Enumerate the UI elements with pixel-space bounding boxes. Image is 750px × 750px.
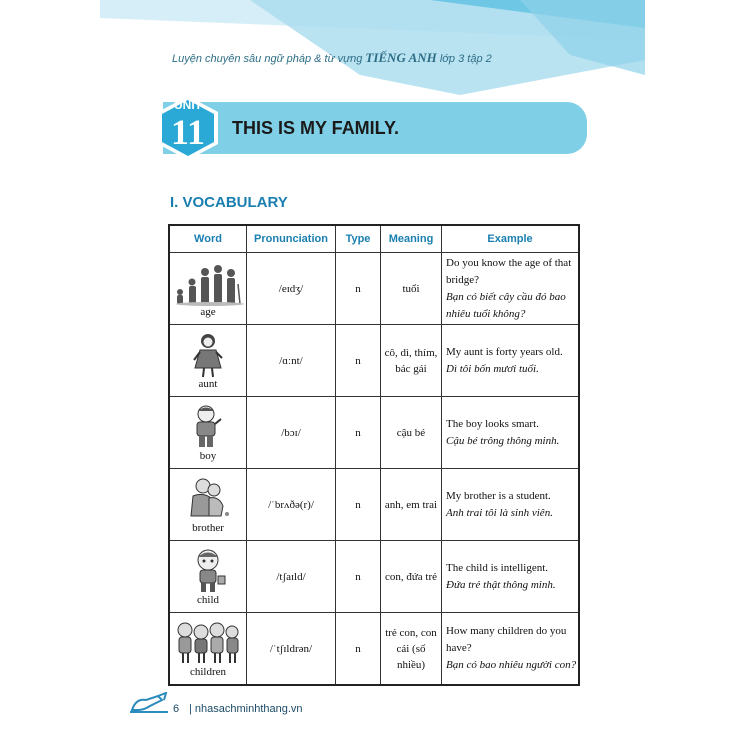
children-illustration-icon xyxy=(173,620,243,666)
meaning-cell: anh, em trai xyxy=(381,469,442,541)
pronunciation-cell: /bɔɪ/ xyxy=(247,397,336,469)
example-english: My aunt is forty years old. xyxy=(446,345,563,358)
unit-title: THIS IS MY FAMILY. xyxy=(232,118,400,138)
page-number: 6 xyxy=(173,703,180,715)
type-cell: n xyxy=(336,253,381,325)
example-cell xyxy=(442,469,580,541)
pronunciation-cell: /eɪdʒ/ xyxy=(247,253,336,325)
type-cell: n xyxy=(336,541,381,613)
example-english: The child is intelligent. xyxy=(446,561,549,574)
header-text-emphasis: TIẾNG ANH xyxy=(365,50,437,65)
example-vietnamese: Bạn có bao nhiêu người con? xyxy=(446,659,577,671)
header-text-pre: Luyện chuyên sâu ngữ pháp & từ vựng xyxy=(172,53,366,65)
word-label: brother xyxy=(192,521,224,534)
word-cell xyxy=(169,469,247,541)
table-row xyxy=(169,397,579,469)
table-row xyxy=(169,325,579,397)
example-english: How many children do you have? xyxy=(446,625,567,654)
table-row xyxy=(169,613,579,686)
unit-number: 11 xyxy=(170,112,205,152)
header-word: Word xyxy=(169,225,247,253)
example-english: My brother is a student. xyxy=(446,489,551,502)
example-cell xyxy=(442,397,580,469)
word-cell xyxy=(169,325,247,397)
example-vietnamese: Cậu bé trông thông minh. xyxy=(446,434,560,447)
type-cell: n xyxy=(336,469,381,541)
meaning-cell: con, đứa trẻ xyxy=(381,541,442,613)
type-cell: n xyxy=(336,325,381,397)
header-example: Example xyxy=(442,225,580,253)
meaning-cell: cô, dì, thím, bác gái xyxy=(381,325,442,397)
word-label: aunt xyxy=(198,377,218,390)
section-title: I. VOCABULARY xyxy=(170,194,288,211)
example-vietnamese: Đứa trẻ thật thông minh. xyxy=(446,578,556,591)
meaning-cell: trẻ con, con cái (số nhiều) xyxy=(381,613,442,686)
meaning-cell: tuổi xyxy=(381,253,442,325)
table-row xyxy=(169,541,579,613)
word-label: age xyxy=(200,305,216,318)
word-label: child xyxy=(197,593,219,606)
book-header-title xyxy=(172,50,492,66)
word-cell xyxy=(169,397,247,469)
unit-label: UNIT xyxy=(174,98,202,112)
example-vietnamese: Anh trai tôi là sinh viên. xyxy=(446,506,553,519)
header-meaning: Meaning xyxy=(381,225,442,253)
example-cell xyxy=(442,253,580,325)
example-cell xyxy=(442,325,580,397)
example-english: The boy looks smart. xyxy=(446,417,539,430)
example-vietnamese: Bạn có biết cây cầu đó bao nhiêu tuổi không? xyxy=(446,290,566,320)
word-label: boy xyxy=(199,449,217,462)
header-text-post: lớp 3 tập 2 xyxy=(436,53,492,65)
footer-website: | nhasachminhthang.vn xyxy=(189,703,303,715)
word-cell xyxy=(169,541,247,613)
meaning-cell: cậu bé xyxy=(381,397,442,469)
example-cell xyxy=(442,613,580,686)
pronunciation-cell: /ɑːnt/ xyxy=(247,325,336,397)
type-cell: n xyxy=(336,613,381,686)
example-cell xyxy=(442,541,580,613)
age-illustration-icon xyxy=(172,260,244,306)
example-vietnamese: Dì tôi bốn mươi tuổi. xyxy=(446,362,539,375)
word-cell xyxy=(169,613,247,686)
pencil-hand-icon xyxy=(128,692,172,716)
child-illustration-icon xyxy=(188,548,228,594)
table-row xyxy=(169,253,579,325)
type-cell: n xyxy=(336,397,381,469)
header-pronunciation: Pronunciation xyxy=(247,225,336,253)
boy-illustration-icon xyxy=(188,404,228,450)
aunt-illustration-icon xyxy=(188,332,228,378)
example-english: Do you know the age of that bridge? xyxy=(446,256,572,286)
vocabulary-table xyxy=(168,224,580,686)
word-label: children xyxy=(189,665,227,678)
brother-illustration-icon xyxy=(183,476,233,522)
header-type: Type xyxy=(336,225,381,253)
pronunciation-cell: /ˈtʃɪldrən/ xyxy=(247,613,336,686)
pronunciation-cell: /ˈbrʌðə(r)/ xyxy=(247,469,336,541)
pronunciation-cell: /tʃaɪld/ xyxy=(247,541,336,613)
table-header-row xyxy=(169,225,579,253)
word-cell xyxy=(169,253,247,325)
table-row xyxy=(169,469,579,541)
